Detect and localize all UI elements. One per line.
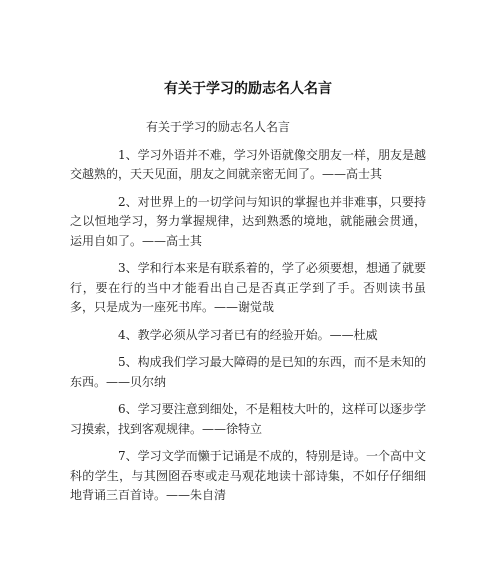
- quote-paragraph-1: 1、学习外语并不难，学习外语就像交朋友一样，朋友是越交越熟的，天天见面，朋友之间就亲密无间了。——高士其: [70, 147, 426, 181]
- quote-paragraph-2: 2、对世界上的一切学问与知识的掌握也并非难事，只要持之以恒地学习，努力掌握规律，达到熟悉的境地，就能融会贯通，运用自如了。——高士其: [70, 194, 426, 248]
- quote-paragraph-4: 4、教学必须从学习者已有的经验开始。——杜威: [118, 327, 378, 342]
- document-body: [70, 118, 426, 514]
- document-subtitle: 有关于学习的励志名人名言: [146, 120, 291, 134]
- document-title: 有关于学习的励志名人名言: [164, 81, 332, 97]
- quote-paragraph-5: 5、构成我们学习最大障碍的是已知的东西，而不是未知的东西。——贝尔纳: [70, 355, 426, 389]
- quote-paragraph-7: 7、学习文学而懒于记诵是不成的，特别是诗。一个高中文科的学生，与其囫囵吞枣或走马观花地读十部诗集，不如仔仔细细地背诵三百首诗。——朱自清: [70, 449, 426, 502]
- quote-paragraph-3: 3、学和行本来是有联系着的，学了必须要想，想通了就要行，要在行的当中才能看出自己是否真正学到了手。否则读书虽多，只是成为一座死书库。——谢觉哉: [70, 261, 426, 314]
- quote-paragraph-6: 6、学习要注意到细处，不是粗枝大叶的，这样可以逐步学习摸索，找到客观规律。——徐特立: [70, 402, 426, 436]
